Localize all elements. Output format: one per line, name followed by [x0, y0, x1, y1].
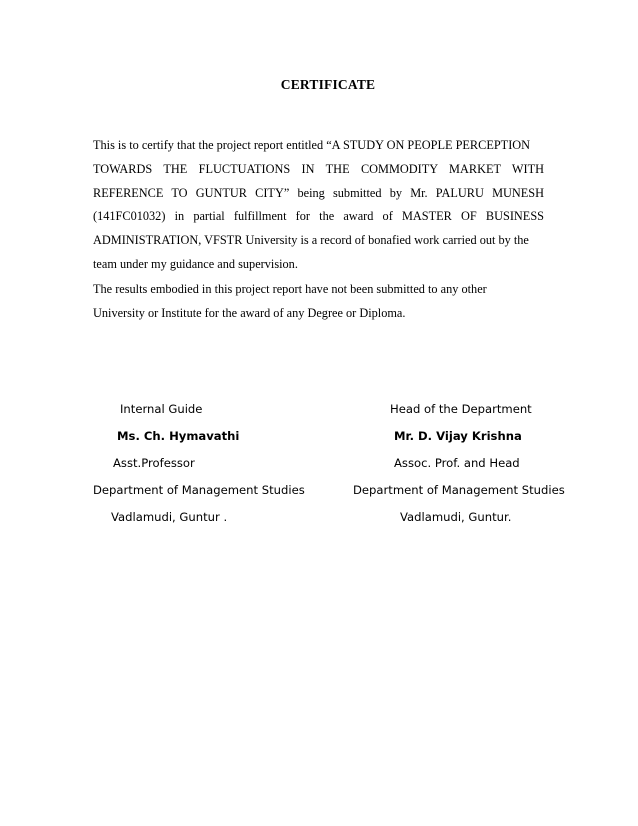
- hod-designation: Assoc. Prof. and Head: [394, 456, 520, 470]
- paragraph-line: This is to certify that the project report entitled “A STUDY ON PEOPLE PERCEPTION: [93, 138, 531, 152]
- internal-guide-name: Ms. Ch. Hymavathi: [117, 429, 240, 443]
- hod-role: Head of the Department: [390, 402, 532, 416]
- paragraph-line: University or Institute for the award of any Degree or Diploma.: [93, 305, 406, 320]
- internal-guide-department: Department of Management Studies: [93, 483, 305, 497]
- paragraph-line: The results embodied in this project report have not been submitted to any other: [93, 282, 487, 296]
- paragraph-line: ADMINISTRATION, VFSTR University is a record of bonafied work carried out by the: [93, 233, 529, 248]
- paragraph-line: TOWARDS THE FLUCTUATIONS IN THE COMMODITY MARKET WITH: [93, 161, 544, 176]
- paragraph-line: (141FC01032) in partial fulfillment for the award of MASTER OF BUSINESS: [93, 209, 544, 224]
- paragraph-line: team under my guidance and supervision.: [93, 256, 298, 271]
- internal-guide-location: Vadlamudi, Guntur .: [111, 510, 228, 524]
- certificate-paragraph-2: [93, 278, 544, 326]
- paragraph-line: REFERENCE TO GUNTUR CITY” being submitted by Mr. PALURU MUNESH: [93, 185, 544, 200]
- certificate-paragraph-1: [93, 134, 544, 277]
- hod-name: Mr. D. Vijay Krishna: [394, 429, 522, 443]
- hod-department: Department of Management Studies: [353, 483, 565, 497]
- page-title: CERTIFICATE: [280, 77, 376, 92]
- internal-guide-role: Internal Guide: [120, 402, 203, 416]
- internal-guide-designation: Asst.Professor: [113, 456, 195, 470]
- hod-location: Vadlamudi, Guntur.: [400, 510, 512, 524]
